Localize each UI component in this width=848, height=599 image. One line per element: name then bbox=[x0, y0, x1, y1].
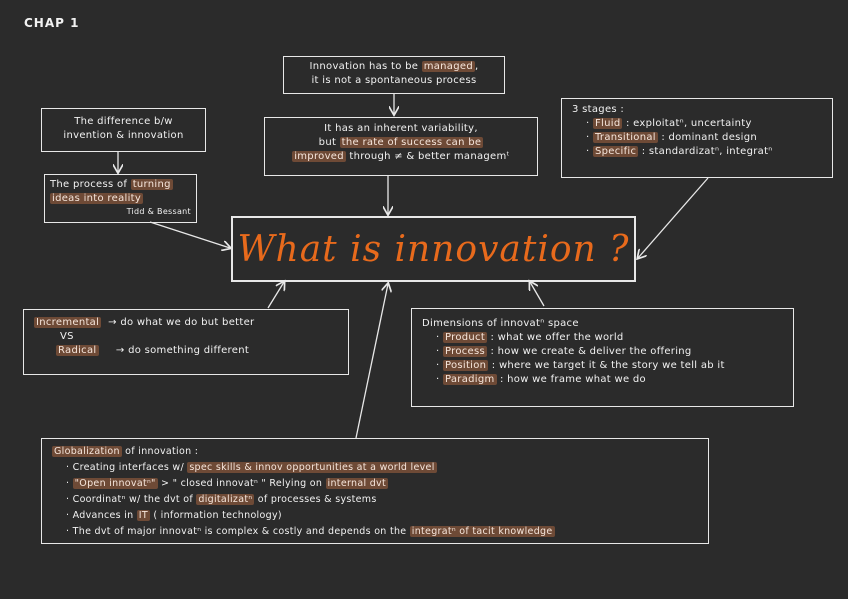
globalization-item: · Creating interfaces w/ spec skills & innov opportunities at a world level bbox=[52, 460, 698, 476]
arrow-process-to-center bbox=[150, 222, 230, 248]
dimension-item: · Product : what we offer the world bbox=[422, 331, 783, 345]
dimension-item: · Paradigm : how we frame what we do bbox=[422, 373, 783, 387]
stage-item: · Specific : standardizatⁿ, integratⁿ bbox=[572, 145, 822, 159]
stages-box: 3 stages : · Fluid : exploitatⁿ, uncertainty · Transitional : dominant design · Specific : standardizatⁿ, integratⁿ bbox=[561, 98, 833, 178]
globalization-item: · The dvt of major innovatⁿ is complex & costly and depends on the integratⁿ of tacit knowledge bbox=[52, 524, 698, 540]
chapter-label: CHAP 1 bbox=[24, 16, 80, 30]
globalization-box: Globalization of innovation : · Creating interfaces w/ spec skills & innov opportunities at a world level · "Open innovatⁿ" > " closed innovatⁿ " Relying on internal dvt · Coordinatⁿ w/ the dvt of digitalizatⁿ of processes & systems · Advances in IT ( information technology) · The dvt of major innovatⁿ is complex & costly and depends on the integratⁿ of tacit knowledge bbox=[41, 438, 709, 544]
dimension-item: · Position : where we target it & the story we tell ab it bbox=[422, 359, 783, 373]
globalization-item: · "Open innovatⁿ" > " closed innovatⁿ " Relying on internal dvt bbox=[52, 476, 698, 492]
arrow-dimensions-to-center bbox=[530, 282, 544, 306]
central-topic bbox=[231, 216, 636, 282]
incremental-radical-box: Incremental → do what we do but better VS Radical → do something different bbox=[23, 309, 349, 375]
central-topic-title: What is innovation ? bbox=[237, 229, 630, 270]
globalization-item: · Advances in IT ( information technology) bbox=[52, 508, 698, 524]
arrow-stages-to-center bbox=[638, 178, 708, 258]
stage-item: · Fluid : exploitatⁿ, uncertainty bbox=[572, 117, 822, 131]
globalization-item: · Coordinatⁿ w/ the dvt of digitalizatⁿ of processes & systems bbox=[52, 492, 698, 508]
arrow-globalization-to-center bbox=[356, 284, 388, 438]
difference-box: The difference b/w invention & innovation bbox=[41, 108, 206, 152]
dimensions-box: Dimensions of innovatⁿ space · Product : what we offer the world · Process : how we create & deliver the offering · Position : where we target it & the story we tell ab it · Paradigm : how we frame what we do bbox=[411, 308, 794, 407]
arrow-incremental-to-center bbox=[268, 282, 284, 308]
variability-box: It has an inherent variability, but the rate of success can be improved through ≠ & better managemᵗ bbox=[264, 117, 538, 176]
managed-box: Innovation has to be managed , it is not a spontaneous process bbox=[283, 56, 505, 94]
process-box: The process of turning ideas into reality Tidd & Bessant bbox=[44, 174, 197, 223]
stage-item: · Transitional : dominant design bbox=[572, 131, 822, 145]
dimension-item: · Process : how we create & deliver the offering bbox=[422, 345, 783, 359]
citation: Tidd & Bessant bbox=[126, 207, 191, 216]
